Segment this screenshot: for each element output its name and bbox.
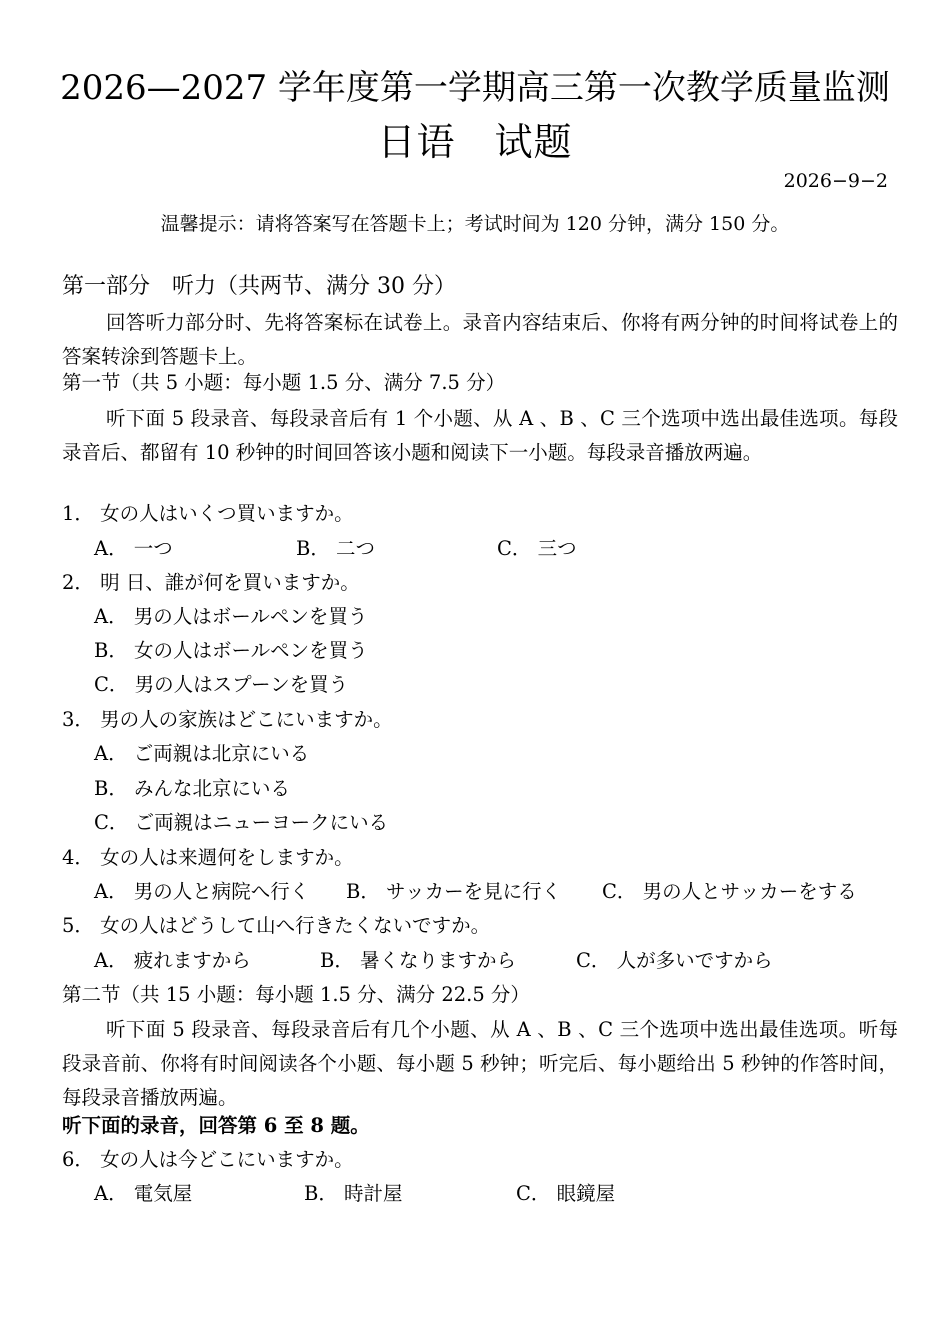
q4-option-c: C． 男の人とサッカーをする (602, 880, 857, 903)
exam-tip: 温馨提示：请将答案写在答题卡上；考试时间为 120 分钟，满分 150 分。 (160, 213, 790, 235)
q6-option-c: C． 眼鏡屋 (516, 1182, 616, 1205)
q1-option-c: C． 三つ (497, 537, 577, 560)
part1-heading: 第一部分 听力（共两节、满分 30 分） (62, 274, 456, 299)
group-heading: 听下面的录音，回答第 6 至 8 题。 (62, 1114, 370, 1137)
question-5: 5． 女の人はどうして山へ行きたくないですか。 (62, 914, 491, 937)
section2-heading: 第二节（共 15 小题：每小题 1.5 分、满分 22.5 分） (62, 983, 530, 1006)
subject-title: 日语 试题 (377, 120, 573, 164)
exam-title: 2026—2027 学年度第一学期高三第一次教学质量监测 (60, 68, 890, 108)
q2-option-a: A． 男の人はボールペンを買う (94, 605, 368, 628)
section2-instructions: 听下面 5 段录音、每段录音后有几个小题、从 A 、B 、C 三个选项中选出最佳选项。听每段录音前、你将有时间阅读各个小题、每小题 5 秒钟；听完后、每小题给出 5 秒钟的作答时间，每段录音播放两遍。 (62, 1018, 898, 1109)
question-1: 1． 女の人はいくつ買いますか。 (62, 502, 354, 525)
q3-option-c: C． ご両親はニューヨークにいる (94, 811, 389, 834)
question-2: 2． 明 日、誰が何を買いますか。 (62, 571, 360, 594)
question-4: 4． 女の人は来週何をしますか。 (62, 846, 354, 869)
q4-option-a: A． 男の人と病院へ行く (94, 880, 310, 903)
q3-option-a: A． ご両親は北京にいる (94, 742, 310, 765)
q6-option-b: B． 時計屋 (304, 1182, 403, 1205)
q5-option-c: C． 人が多いですから (576, 949, 773, 972)
q6-option-a: A． 電気屋 (94, 1182, 193, 1205)
exam-date: 2026−9−2 (783, 170, 888, 192)
question-6: 6． 女の人は今どこにいますか。 (62, 1148, 354, 1171)
section1-instructions: 听下面 5 段录音、每段录音后有 1 个小题、从 A 、B 、C 三个选项中选出最佳选项。每段录音后、都留有 10 秒钟的时间回答该小题和阅读下一小题。每段录音播放两遍。 (62, 407, 898, 464)
q1-option-b: B． 二つ (296, 537, 376, 560)
q5-option-a: A． 疲れますから (94, 949, 251, 972)
question-3: 3． 男の人の家族はどこにいますか。 (62, 708, 393, 731)
q2-option-c: C． 男の人はスプーンを買う (94, 673, 349, 696)
q1-option-a: A． 一つ (94, 537, 173, 560)
q3-option-b: B． みんな北京にいる (94, 777, 291, 800)
q4-option-b: B． サッカーを見に行く (346, 880, 562, 903)
part1-intro: 回答听力部分时、先将答案标在试卷上。录音内容结束后、你将有两分钟的时间将试卷上的答案转涂到答题卡上。 (62, 311, 898, 368)
section1-heading: 第一节（共 5 小题：每小题 1.5 分、满分 7.5 分） (62, 371, 506, 394)
q5-option-b: B． 暑くなりますから (320, 949, 517, 972)
q2-option-b: B． 女の人はボールペンを買う (94, 639, 368, 662)
